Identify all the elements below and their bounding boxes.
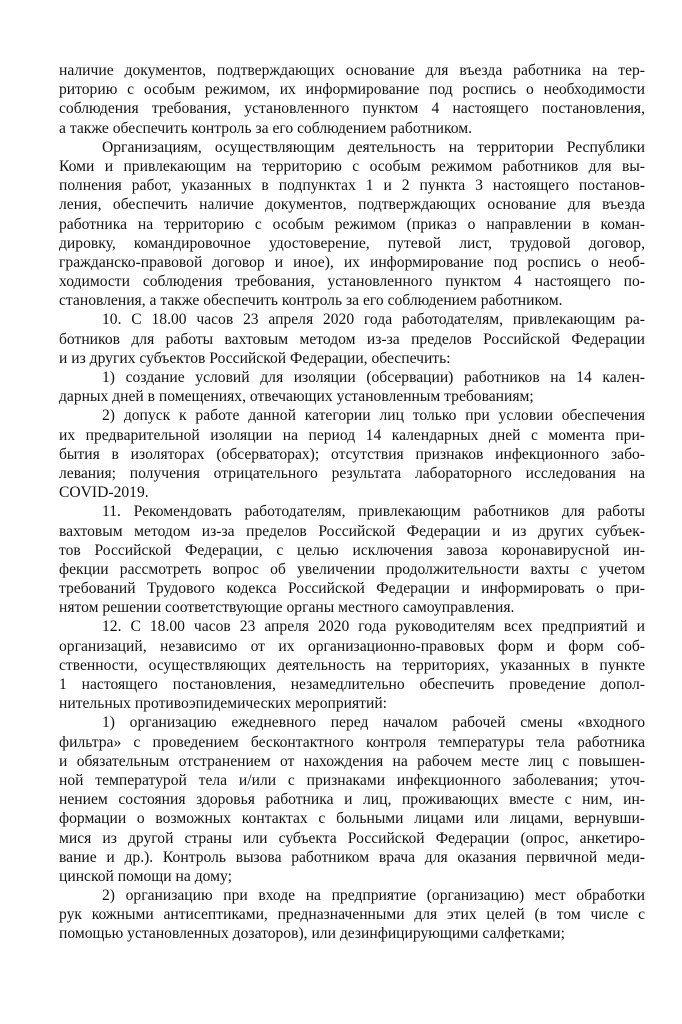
- text-line: фильтра» с проведением бесконтактного контроля температуры тела работника: [59, 733, 645, 751]
- paragraph: [59, 310, 645, 368]
- text-line: фекции рассмотреть вопрос об увеличении продолжительности вахты с учетом: [59, 560, 645, 578]
- text-line: 2) организацию при входе на предприятие (организацию) мест обработки: [102, 887, 645, 905]
- text-line: Коми и привлекающим на территорию с особым режимом работников для вы-: [59, 157, 645, 175]
- text-line: 11. Рекомендовать работодателям, привлекающим работников для работы: [102, 503, 645, 521]
- text-line: 2) допуск к работе данной категории лиц только при условии обеспечения: [102, 407, 645, 425]
- text-line: становления, а также обеспечить контроль за его соблюдением работником.: [59, 292, 563, 310]
- paragraph: [59, 617, 645, 713]
- text-line: мися из другой страны или субъекта Российской Федерации (опрос, анкетиро-: [59, 829, 645, 847]
- paragraph: [59, 713, 645, 886]
- text-line: дарных дней в помещениях, отвечающих установленным требованиям;: [59, 388, 534, 406]
- text-line: их предварительной изоляции на период 14 календарных дней с момента при-: [59, 426, 645, 444]
- document-body: [59, 61, 645, 944]
- text-line: и из других субъектов Российской Федерации, обеспечить:: [59, 349, 451, 367]
- text-line: COVID-2019.: [59, 484, 149, 502]
- paragraph: [59, 368, 645, 406]
- text-line: левания; получения отрицательного результата лабораторного исследования на: [59, 464, 645, 482]
- text-line: тов Российской Федерации, с целью исключения завоза коронавирусной ин-: [59, 541, 645, 559]
- text-line: и обязательным отстранением от нахождения на рабочем месте лиц с повышен-: [59, 752, 645, 770]
- text-line: помощью установленных дозаторов), или дезинфицирующими салфетками;: [59, 925, 565, 943]
- text-line: ственности, осуществляющих деятельность на территориях, указанных в пункте: [59, 656, 645, 674]
- text-line: ления, обеспечить наличие документов, подтверждающих основание для въезда: [59, 196, 645, 214]
- text-line: нятом решении соответствующие органы местного самоуправления.: [59, 599, 515, 617]
- text-line: рук кожными антисептиками, предназначенными для этих целей (в том числе с: [59, 906, 645, 924]
- text-line: 12. С 18.00 часов 23 апреля 2020 года руководителям всех предприятий и: [102, 618, 645, 636]
- paragraph: [59, 886, 645, 944]
- text-line: риторию с особым режимом, их информирование под роспись о необходимости: [59, 81, 645, 99]
- text-line: 1) создание условий для изоляции (обсервации) работников на 14 кален-: [102, 369, 645, 386]
- text-line: цинской помощи на дому;: [59, 867, 232, 885]
- text-line: вахтовым методом из-за пределов Российской Федерации и из других субъек-: [59, 522, 645, 540]
- text-line: 10. С 18.00 часов 23 апреля 2020 года работодателям, привлекающим ра-: [102, 311, 645, 329]
- text-line: дировку, командировочное удостоверение, путевой лист, трудовой договор,: [59, 234, 645, 252]
- text-line: полнения работ, указанных в подпунктах 1 и 2 пункта 3 настоящего постанов-: [59, 177, 645, 195]
- paragraph: [59, 406, 645, 502]
- text-line: организаций, независимо от их организационно-правовых форм и форм соб-: [59, 637, 645, 655]
- text-line: 1) организацию ежедневного перед началом рабочей смены «входного: [102, 714, 645, 732]
- paragraph: [59, 61, 645, 138]
- text-line: вание и др.). Контроль вызова работником врача для оказания первичной меди-: [59, 848, 645, 866]
- text-line: а также обеспечить контроль за его соблюдением работником.: [59, 119, 473, 137]
- text-line: формации о возможных контактах с больными лицами или лицами, вернувши-: [59, 810, 645, 828]
- text-line: работника на территорию с особым режимом (приказ о направлении в коман-: [59, 215, 645, 233]
- text-line: Организациям, осуществляющим деятельность на территории Республики: [102, 138, 645, 156]
- text-line: ходимости соблюдения требования, установленного пунктом 4 настоящего по-: [59, 273, 645, 291]
- text-line: ной температурой тела и/или с признаками инфекционного заболевания; уточ-: [59, 771, 645, 789]
- text-line: нением состояния здоровья работника и лиц, проживающих вместе с ним, ин-: [59, 791, 645, 809]
- text-line: требований Трудового кодекса Российской Федерации и информировать о при-: [59, 580, 645, 598]
- text-line: ботников для работы вахтовым методом из-за пределов Российской Федерации: [59, 330, 645, 348]
- paragraph: [59, 502, 645, 617]
- text-line: гражданско-правовой договор и иное), их информирование под роспись о необ-: [59, 253, 645, 271]
- text-line: нительных противоэпидемических мероприятий:: [59, 695, 387, 713]
- text-line: бытия в изоляторах (обсерваторах); отсутствия признаков инфекционного забо-: [59, 445, 645, 463]
- text-line: наличие документов, подтверждающих основание для въезда работника на тер-: [59, 62, 645, 79]
- paragraph: [59, 138, 645, 311]
- text-line: 1 настоящего постановления, незамедлительно обеспечить проведение допол-: [59, 676, 645, 693]
- text-line: соблюдения требования, установленного пунктом 4 настоящего постановления,: [59, 100, 645, 118]
